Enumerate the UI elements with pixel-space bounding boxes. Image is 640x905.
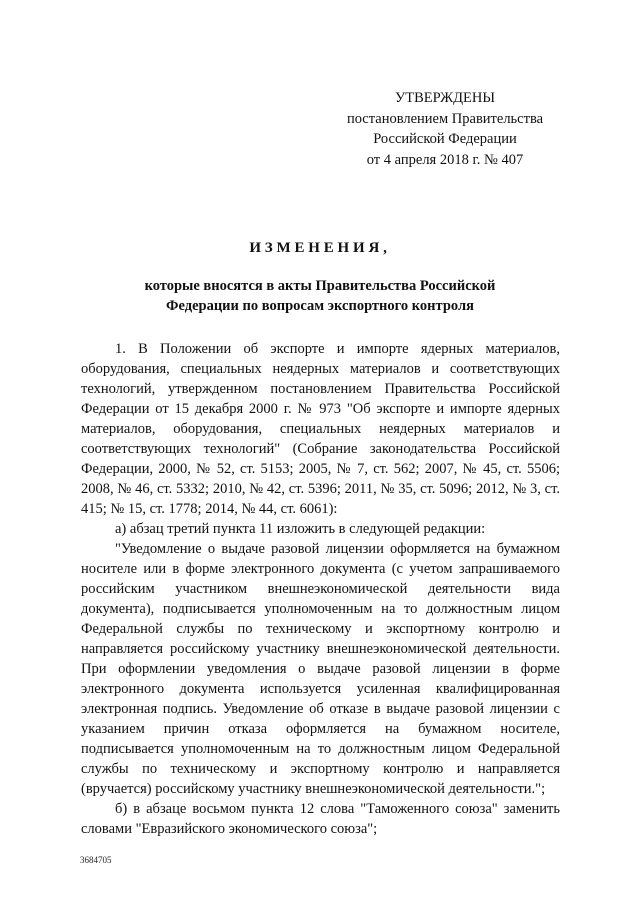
approval-line-federation: Российской Федерации xyxy=(373,131,517,147)
paragraph-quoted-text: "Уведомление о выдаче разовой лицензии оформляется на бумажном носителе или в форме электронного документа (с учетом запрашиваемого российским участником внешнеэкономической деятельности вида документа), подписывается уполномоченным на то должностным лицом Федеральной службы по техническому и экспортному контролю и направляется российскому участнику внешнеэкономической деятельности. При оформлении уведомления о выдаче разовой лицензии в форме электронного документа используется усиленная квалифицированная электронная подпись. Уведомление об отказе в выдаче разовой лицензии с указанием причин отказа оформляется на бумажном носителе, подписывается уполномоченным на то должностным лицом Федеральной службы по техническому и экспортному контролю и направляется (вручается) российскому участнику внешнеэкономической деятельности."; xyxy=(81,541,560,797)
paragraph-subitem-a: а) абзац третий пункта 11 изложить в следующей редакции: xyxy=(115,521,486,537)
title-subtitle-line2: Федерации по вопросам экспортного контроля xyxy=(166,298,474,314)
approval-stamp xyxy=(330,88,560,170)
approval-heading: УТВЕРЖДЕНЫ xyxy=(394,90,496,106)
paragraph-item-1: 1. В Положении об экспорте и импорте ядерных материалов, оборудования, специальных неядерных материалов и соответствующих технологий, утвержденном постановлением Правительства Российской Федерации от 15 декабря 2000 г. № 973 "Об экспорте и импорте ядерных материалов, оборудования, специальных неядерных материалов и соответствующих технологий" (Собрание законодательства Российской Федерации, 2000, № 52, ст. 5153; 2005, № 7, ст. 562; 2007, № 45, ст. 5506; 2008, № 46, ст. 5332; 2010, № 42, ст. 5396; 2011, № 35, ст. 5096; 2012, № 3, ст. 415; № 15, ст. 1778; 2014, № 44, ст. 6061): xyxy=(81,341,560,517)
document-body xyxy=(81,339,560,839)
paragraph-subitem-b: б) в абзаце восьмом пункта 12 слова "Таможенного союза" заменить словами "Евразийского экономического союза"; xyxy=(81,801,560,837)
title-subtitle-line1: которые вносятся в акты Правительства Российской xyxy=(144,278,496,294)
document-title xyxy=(80,238,560,316)
title-main: ИЗМЕНЕНИЯ, xyxy=(249,240,391,256)
approval-line-date: от 4 апреля 2018 г. № 407 xyxy=(366,151,524,168)
approval-line-resolution: постановлением Правительства xyxy=(346,110,544,127)
document-number: 3684705 xyxy=(80,855,112,865)
